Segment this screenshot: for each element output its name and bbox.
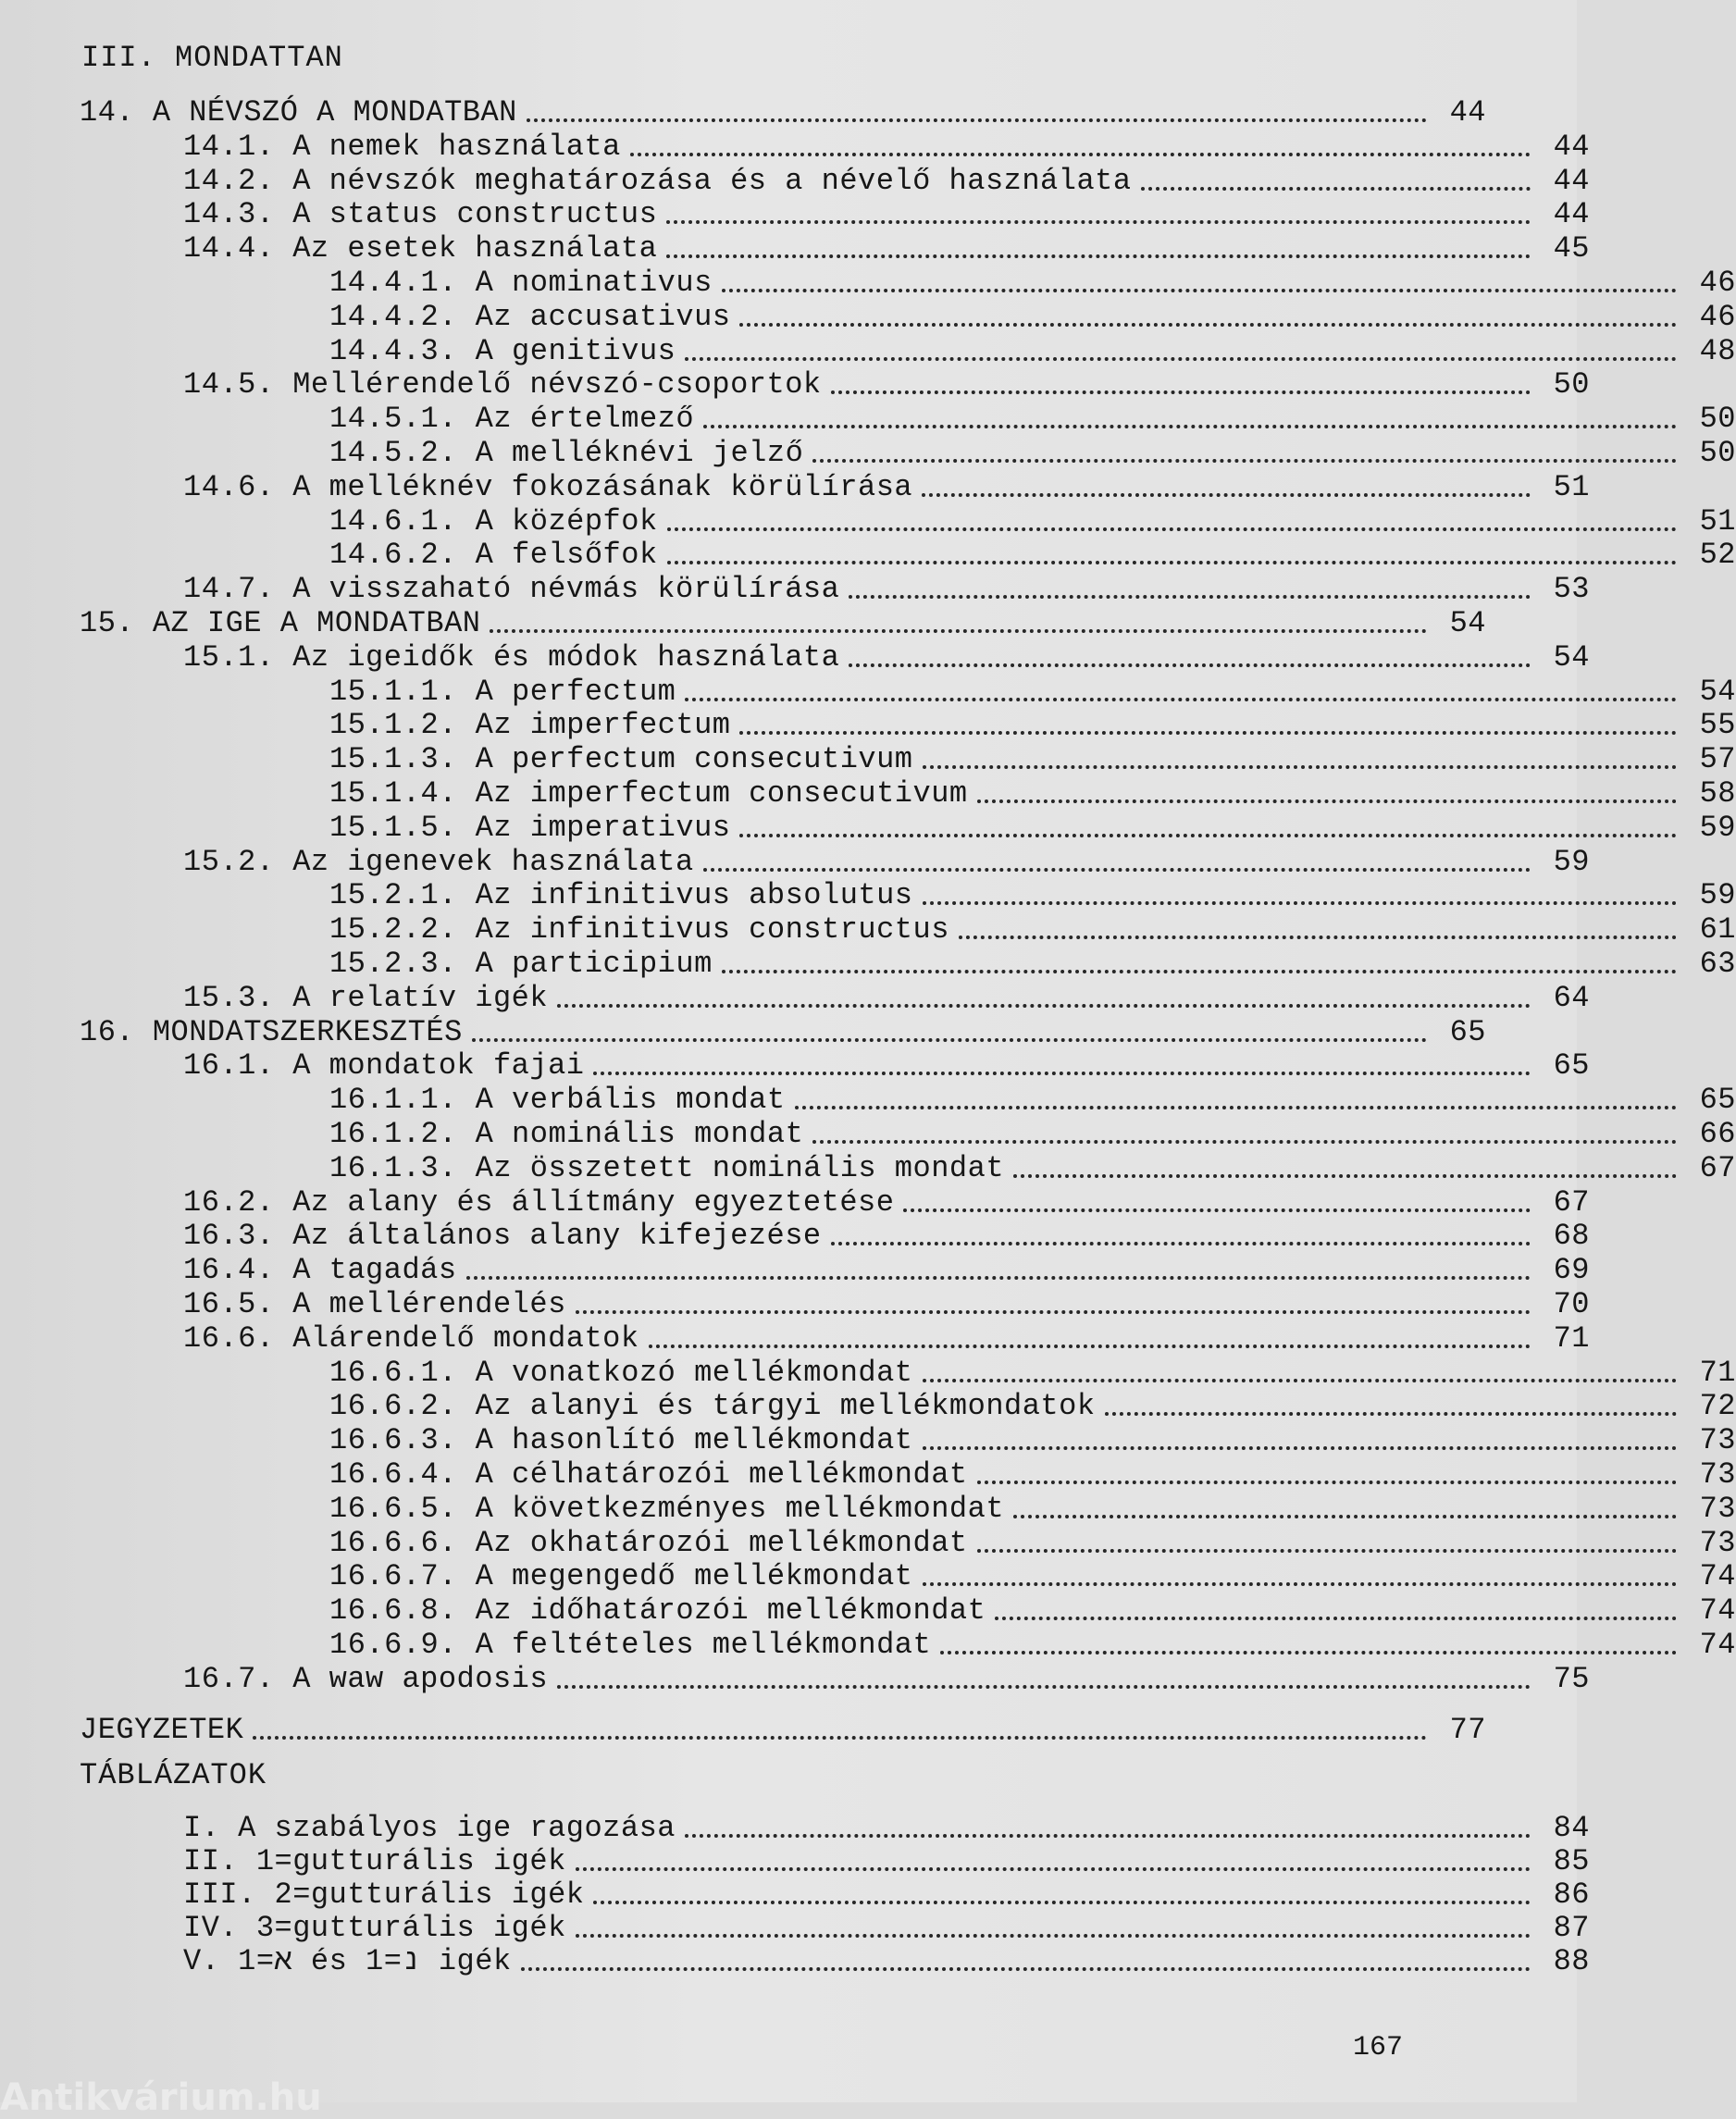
dot-leader xyxy=(739,323,1677,327)
entry-label: 16.6.5. A következményes mellékmondat xyxy=(329,1491,1005,1526)
entry-label: 16.5. A mellérendelés xyxy=(183,1287,566,1321)
toc-entry xyxy=(0,1082,1736,1117)
entry-label: I. A szabályos ige ragozása xyxy=(183,1810,676,1845)
entry-label: 14.4.3. A genitivus xyxy=(329,333,676,368)
entry-label: 14.7. A visszaható névmás körülírása xyxy=(183,572,840,607)
entry-label: 14.2. A névszók meghatározása és a névelő használata xyxy=(183,163,1132,198)
toc-entry xyxy=(0,265,1736,300)
toc-entry xyxy=(0,94,1486,130)
section-title: III. MONDATTAN xyxy=(81,41,343,75)
entry-page-number: 77 xyxy=(1449,1712,1486,1747)
dot-leader xyxy=(940,1651,1677,1654)
entry-label: 15.2.1. Az infinitivus absolutus xyxy=(329,878,913,913)
table-entry xyxy=(0,1843,1590,1878)
entry-page-number: 44 xyxy=(1553,129,1590,164)
toc-entry xyxy=(0,1388,1736,1423)
dot-leader xyxy=(685,357,1677,361)
toc-entry xyxy=(0,1014,1486,1049)
entry-page-number: 66 xyxy=(1699,1117,1736,1151)
dot-leader xyxy=(739,731,1677,735)
toc-entry xyxy=(0,1252,1590,1287)
toc-entry xyxy=(0,366,1590,402)
toc-entry xyxy=(0,911,1736,947)
entry-page-number: 54 xyxy=(1449,606,1486,640)
dot-leader xyxy=(527,118,1427,122)
entry-label: 14.5. Mellérendelő névszó-csoportok xyxy=(183,367,822,403)
toc-entry xyxy=(0,1355,1736,1390)
dot-leader xyxy=(923,1582,1678,1586)
toc-entry xyxy=(0,163,1590,198)
entry-label: 16.1.3. Az összetett nominális mondat xyxy=(329,1150,1005,1185)
dot-leader xyxy=(922,493,1531,497)
entry-label: 15.1.4. Az imperfectum consecutivum xyxy=(329,776,968,811)
toc-entry xyxy=(0,605,1486,640)
entry-page-number: 45 xyxy=(1553,231,1590,266)
entry-label: 16.6.6. Az okhatározói mellékmondat xyxy=(329,1525,968,1560)
entry-page-number: 86 xyxy=(1553,1877,1590,1912)
dot-leader xyxy=(812,459,1677,463)
page-number: 167 xyxy=(1353,2032,1404,2063)
entry-page-number: 65 xyxy=(1449,1014,1486,1049)
entry-label: 16.3. Az általános alany kifejezése xyxy=(183,1219,822,1254)
toc-entry xyxy=(0,1150,1736,1185)
toc-entry xyxy=(0,230,1590,266)
entry-label: 16.6.8. Az időhatározói mellékmondat xyxy=(329,1593,986,1629)
entry-page-number: 73 xyxy=(1699,1525,1736,1560)
toc-entry xyxy=(0,1456,1736,1492)
entry-page-number: 46 xyxy=(1699,266,1736,300)
dot-leader xyxy=(593,1901,1531,1904)
dot-leader xyxy=(576,1934,1531,1938)
toc-entry xyxy=(0,435,1736,470)
entry-label: 16.2. Az alany és állítmány egyeztetése xyxy=(183,1184,895,1220)
entry-label: JEGYZETEK xyxy=(80,1712,244,1747)
watermark: Antikvárium.hu xyxy=(0,2076,322,2119)
dot-leader xyxy=(812,1140,1677,1144)
toc-entry xyxy=(0,299,1736,334)
dot-leader xyxy=(977,1481,1677,1484)
entry-label: 14.1. A nemek használata xyxy=(183,129,621,164)
toc-entry xyxy=(0,1047,1590,1083)
entry-label: 14.4.2. Az accusativus xyxy=(329,299,731,334)
tables-heading: TÁBLÁZATOK xyxy=(80,1757,267,1792)
dot-leader xyxy=(1141,187,1531,191)
entry-label: 14.6.2. A felsőfok xyxy=(329,538,658,573)
dot-leader xyxy=(649,1345,1531,1348)
toc-entry xyxy=(0,1116,1736,1151)
toc-entry xyxy=(0,946,1736,981)
entry-page-number: 51 xyxy=(1699,503,1736,539)
dot-leader xyxy=(959,936,1677,939)
entry-label: 16.6.1. A vonatkozó mellékmondat xyxy=(329,1355,913,1390)
entry-page-number: 67 xyxy=(1699,1150,1736,1185)
dot-leader xyxy=(576,1867,1531,1871)
toc-entry xyxy=(0,1661,1590,1696)
dot-leader xyxy=(490,629,1427,633)
dot-leader xyxy=(557,1685,1531,1689)
entry-page-number: 53 xyxy=(1553,572,1590,607)
entry-page-number: 54 xyxy=(1699,674,1736,709)
dot-leader xyxy=(593,1072,1531,1075)
entry-label: 15.1.5. Az imperativus xyxy=(329,810,731,845)
entry-page-number: 46 xyxy=(1699,299,1736,334)
dot-leader xyxy=(1013,1515,1677,1518)
table-entry xyxy=(0,1810,1590,1845)
entry-page-number: 61 xyxy=(1699,912,1736,948)
dot-leader xyxy=(722,970,1677,973)
dot-leader xyxy=(667,527,1677,531)
entry-page-number: 84 xyxy=(1553,1810,1590,1845)
dot-leader xyxy=(685,1834,1531,1838)
entry-page-number: 50 xyxy=(1699,436,1736,470)
entry-label: 16.6.3. A hasonlító mellékmondat xyxy=(329,1423,913,1458)
dot-leader xyxy=(253,1736,1427,1740)
toc-entry xyxy=(0,844,1590,879)
entry-label: 15.1.3. A perfectum consecutivum xyxy=(329,742,913,777)
toc-entry xyxy=(0,1592,1736,1628)
entry-page-number: 48 xyxy=(1699,333,1736,368)
entry-page-number: 54 xyxy=(1553,639,1590,675)
toc-entry xyxy=(0,877,1736,912)
entry-page-number: 74 xyxy=(1699,1628,1736,1662)
dot-leader xyxy=(703,868,1531,872)
table-entry xyxy=(0,1910,1590,1945)
entry-page-number: 87 xyxy=(1553,1910,1590,1945)
table-entry xyxy=(0,1943,1590,1978)
toc-entry xyxy=(0,775,1736,811)
entry-label: 14.3. A status constructus xyxy=(183,197,658,232)
toc-entry xyxy=(0,537,1736,572)
entry-label: 16.1.1. A verbális mondat xyxy=(329,1083,786,1118)
toc-entry xyxy=(0,980,1590,1015)
entry-page-number: 58 xyxy=(1699,776,1736,811)
entry-label: 15.2.2. Az infinitivus constructus xyxy=(329,912,949,948)
entry-label: 15.1.2. Az imperfectum xyxy=(329,708,731,743)
dot-leader xyxy=(722,289,1677,292)
entry-page-number: 57 xyxy=(1699,742,1736,777)
toc-entry xyxy=(0,1320,1590,1356)
entry-page-number: 55 xyxy=(1699,708,1736,743)
entry-page-number: 71 xyxy=(1699,1355,1736,1390)
entry-label: 15. AZ IGE A MONDATBAN xyxy=(80,606,481,640)
toc-entry xyxy=(0,1184,1590,1220)
toc-entry xyxy=(0,1286,1590,1321)
entry-label: 16.6.9. A feltételes mellékmondat xyxy=(329,1628,932,1662)
dot-leader xyxy=(667,561,1677,564)
toc-entry xyxy=(0,707,1736,742)
dot-leader xyxy=(849,663,1531,667)
dot-leader xyxy=(1013,1174,1677,1178)
entry-label: 16.1. A mondatok fajai xyxy=(183,1048,585,1084)
entry-label: 16. MONDATSZERKESZTÉS xyxy=(80,1014,463,1049)
entry-label: IV. 3=gutturális igék xyxy=(183,1910,566,1945)
entry-page-number: 44 xyxy=(1553,163,1590,198)
dot-leader xyxy=(903,1208,1531,1212)
entry-label: 14.4. Az esetek használata xyxy=(183,231,658,266)
entry-page-number: 73 xyxy=(1699,1457,1736,1492)
dot-leader xyxy=(466,1276,1531,1280)
toc-entry xyxy=(0,639,1590,675)
entry-page-number: 88 xyxy=(1553,1943,1590,1978)
entry-page-number: 44 xyxy=(1553,197,1590,232)
toc-entry xyxy=(0,129,1590,164)
toc-entry xyxy=(0,1525,1736,1560)
entry-label: 16.4. A tagadás xyxy=(183,1253,457,1288)
entry-label: 16.6.7. A megengedő mellékmondat xyxy=(329,1559,913,1594)
entry-label: 16.6.4. A célhatározói mellékmondat xyxy=(329,1457,968,1492)
entry-label: 14.6.1. A középfok xyxy=(329,503,658,539)
dot-leader xyxy=(472,1038,1427,1042)
toc-entry xyxy=(0,1491,1736,1526)
dot-leader xyxy=(831,1242,1531,1245)
entry-label: V. 1=א és 1=נ igék xyxy=(183,1943,512,1978)
entry-page-number: 75 xyxy=(1553,1661,1590,1696)
entry-page-number: 63 xyxy=(1699,947,1736,981)
entry-label: 16.7. A waw apodosis xyxy=(183,1661,549,1696)
entry-page-number: 59 xyxy=(1699,810,1736,845)
entry-label: III. 2=gutturális igék xyxy=(183,1877,585,1912)
dot-leader xyxy=(795,1106,1677,1109)
dot-leader xyxy=(849,595,1531,599)
entry-label: 14. A NÉVSZÓ A MONDATBAN xyxy=(80,95,517,130)
dot-leader xyxy=(666,254,1531,258)
toc-entry xyxy=(0,810,1736,845)
entry-page-number: 74 xyxy=(1699,1559,1736,1594)
toc-entry xyxy=(0,1422,1736,1457)
entry-label: 16.6. Alárendelő mondatok xyxy=(183,1320,639,1356)
dot-leader xyxy=(666,220,1531,224)
dot-leader xyxy=(630,153,1531,156)
entry-label: 14.5.2. A melléknévi jelző xyxy=(329,436,804,470)
entry-label: 14.5.1. Az értelmező xyxy=(329,402,695,437)
entry-page-number: 50 xyxy=(1699,402,1736,437)
toc-entry xyxy=(0,1627,1736,1662)
dot-leader xyxy=(557,1004,1531,1008)
toc-entry xyxy=(0,741,1736,776)
entry-page-number: 71 xyxy=(1553,1320,1590,1356)
toc-entry xyxy=(0,503,1736,539)
entry-page-number: 85 xyxy=(1553,1843,1590,1878)
dot-leader xyxy=(923,765,1678,769)
entry-label: 15.2. Az igenevek használata xyxy=(183,844,694,879)
entry-label: 16.1.2. A nominális mondat xyxy=(329,1117,804,1151)
entry-page-number: 74 xyxy=(1699,1593,1736,1629)
entry-page-number: 73 xyxy=(1699,1491,1736,1526)
entry-label: II. 1=gutturális igék xyxy=(183,1843,566,1878)
dot-leader xyxy=(703,425,1677,428)
entry-label: 15.1.1. A perfectum xyxy=(329,674,676,709)
dot-leader xyxy=(576,1310,1531,1314)
toc-entry xyxy=(0,401,1736,436)
table-entry xyxy=(0,1877,1590,1912)
entry-page-number: 68 xyxy=(1553,1219,1590,1254)
entry-page-number: 72 xyxy=(1699,1389,1736,1424)
entry-page-number: 64 xyxy=(1553,980,1590,1015)
toc-entry xyxy=(0,196,1590,231)
entry-page-number: 70 xyxy=(1553,1287,1590,1321)
notes-entry xyxy=(0,1712,1486,1747)
entry-page-number: 44 xyxy=(1449,95,1486,130)
dot-leader xyxy=(923,1379,1678,1382)
dot-leader xyxy=(831,390,1531,394)
toc-entry xyxy=(0,571,1590,606)
dot-leader xyxy=(521,1967,1531,1971)
entry-page-number: 65 xyxy=(1553,1048,1590,1084)
entry-page-number: 52 xyxy=(1699,538,1736,573)
dot-leader xyxy=(739,834,1677,837)
entry-page-number: 59 xyxy=(1553,844,1590,879)
toc-entry xyxy=(0,674,1736,709)
dot-leader xyxy=(1105,1412,1677,1416)
toc-entry xyxy=(0,469,1590,504)
entry-label: 15.3. A relatív igék xyxy=(183,980,549,1015)
entry-page-number: 73 xyxy=(1699,1423,1736,1458)
toc-entry xyxy=(0,1218,1590,1253)
entry-label: 14.6. A melléknév fokozásának körülírása xyxy=(183,469,913,504)
dot-leader xyxy=(685,698,1677,701)
entry-page-number: 50 xyxy=(1553,367,1590,403)
entry-label: 16.6.2. Az alanyi és tárgyi mellékmondatok xyxy=(329,1389,1096,1424)
entry-label: 14.4.1. A nominativus xyxy=(329,266,713,300)
entry-label: 15.2.3. A participium xyxy=(329,947,713,981)
toc-entry xyxy=(0,1558,1736,1593)
dot-leader xyxy=(995,1617,1677,1620)
dot-leader xyxy=(977,799,1677,803)
entry-page-number: 59 xyxy=(1699,878,1736,913)
entry-page-number: 69 xyxy=(1553,1253,1590,1288)
entry-page-number: 51 xyxy=(1553,469,1590,504)
dot-leader xyxy=(977,1549,1677,1553)
dot-leader xyxy=(923,1446,1678,1450)
toc-entry xyxy=(0,333,1736,368)
entry-label: 15.1. Az igeidők és módok használata xyxy=(183,639,840,675)
entry-page-number: 65 xyxy=(1699,1083,1736,1118)
entry-page-number: 67 xyxy=(1553,1184,1590,1220)
dot-leader xyxy=(923,901,1678,905)
